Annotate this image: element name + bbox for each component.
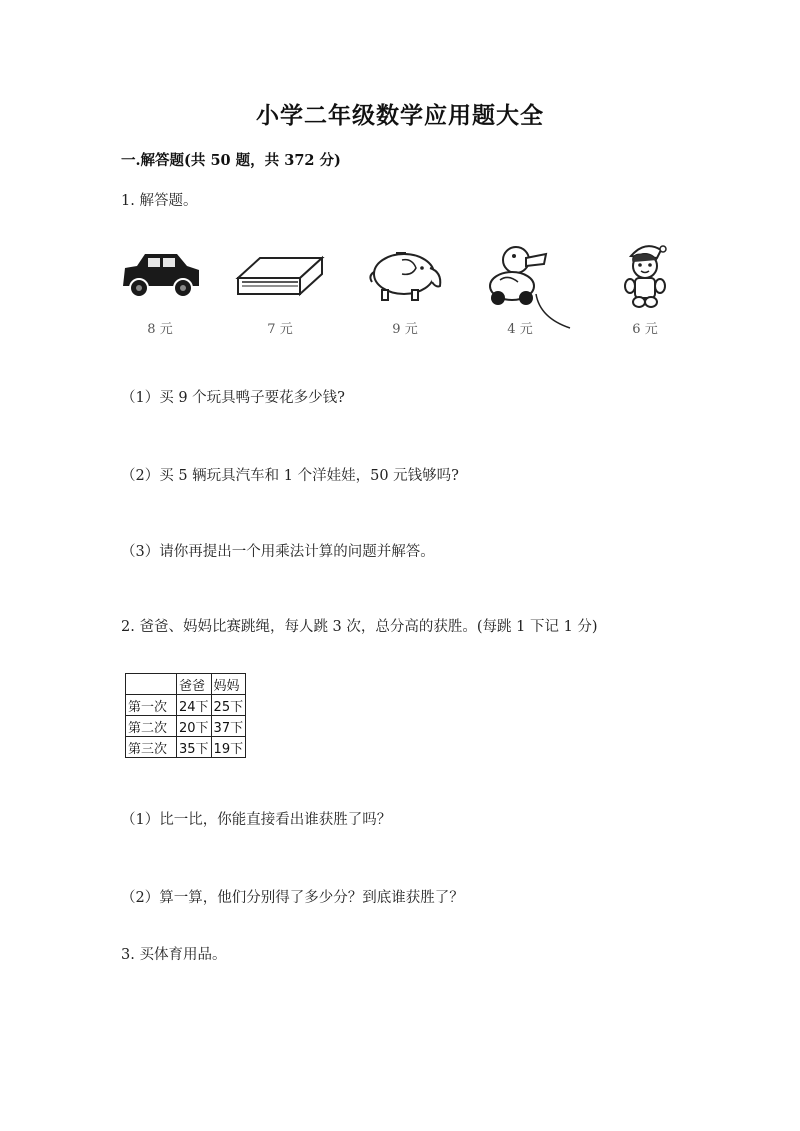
price-label: 7 元	[267, 322, 293, 337]
table-cell: 24下	[177, 695, 212, 716]
table-cell: 第二次	[126, 716, 177, 737]
table-cell: 35下	[177, 737, 212, 758]
price-label: 9 元	[392, 322, 418, 337]
table-row	[126, 737, 246, 758]
toy-item-doll	[595, 238, 695, 348]
question-1-title: 1. 解答题。	[121, 193, 198, 209]
table-cell: 37下	[211, 716, 246, 737]
table-row	[126, 695, 246, 716]
question-1-sub-3: （3）请你再提出一个用乘法计算的问题并解答。	[121, 544, 435, 560]
price-label: 6 元	[632, 322, 658, 337]
section-heading: 一.解答题(共 50 题，共 372 分)	[121, 152, 341, 169]
table-cell: 19下	[211, 737, 246, 758]
page-title: 小学二年级数学应用题大全	[256, 102, 544, 129]
table-header-cell: 爸爸	[177, 674, 212, 695]
table-cell	[126, 674, 177, 695]
toy-item-car	[110, 238, 210, 348]
question-2-sub-1: （1）比一比，你能直接看出谁获胜了吗？	[121, 812, 392, 828]
question-2-title: 2. 爸爸、妈妈比赛跳绳，每人跳 3 次，总分高的获胜。(每跳 1 下记 1 分)	[121, 619, 598, 635]
table-header-row	[126, 674, 246, 695]
toy-item-piggy-bank	[355, 238, 455, 348]
eraser-icon	[230, 238, 330, 308]
toy-price-illustration	[120, 238, 680, 348]
toy-car-icon	[115, 238, 205, 308]
toy-item-duck	[470, 238, 570, 348]
question-1-sub-2: （2）买 5 辆玩具汽车和 1 个洋娃娃，50 元钱够吗?	[121, 468, 459, 484]
table-cell: 20下	[177, 716, 212, 737]
question-3-title: 3. 买体育用品。	[121, 947, 227, 963]
table-row	[126, 716, 246, 737]
toy-item-eraser	[230, 238, 330, 348]
price-label: 4 元	[507, 322, 533, 337]
table-cell: 25下	[211, 695, 246, 716]
table-header-cell: 妈妈	[211, 674, 246, 695]
price-label: 8 元	[147, 322, 173, 337]
jump-rope-score-table	[125, 673, 246, 758]
doll-icon	[605, 238, 685, 318]
table-cell: 第一次	[126, 695, 177, 716]
table-cell: 第三次	[126, 737, 177, 758]
question-2-sub-2: （2）算一算，他们分别得了多少分？到底谁获胜了？	[121, 890, 464, 906]
question-1-sub-1: （1）买 9 个玩具鸭子要花多少钱?	[121, 390, 345, 406]
piggy-bank-icon	[360, 238, 450, 308]
